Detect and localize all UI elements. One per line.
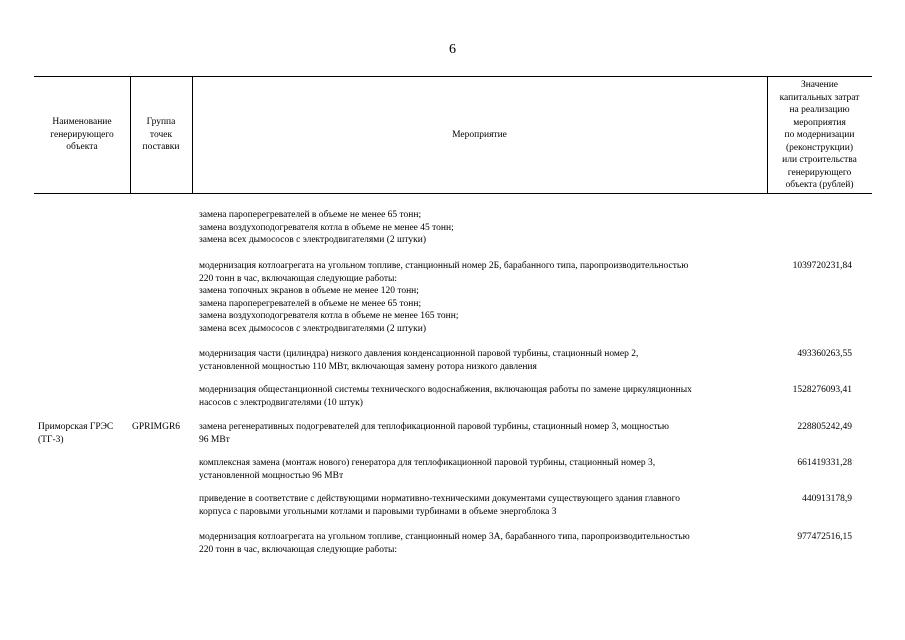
measure-row-1: замена пароперегревателей в объеме не менее 65 тонн; замена воздухоподогревателя котла в объеме не менее 45 тонн; замена всех дымососов с электродвигателями (2 штуки) [199, 210, 454, 245]
cost-value-row-5: 228805242,49 [797, 422, 852, 432]
cost-value-row-6: 661419331,28 [797, 458, 852, 468]
cost-value-row-3: 493360263,55 [797, 349, 852, 359]
measure-row-2: модернизация котлоагрегата на угольном топливе, станционный номер 2Б, барабанного типа, паропроизводительностью 220 тонн в час, включающая следующие работы: замена топочных экранов в объеме не менее 120 тонн; замена пароперегревателей в объеме не менее 65 тонн; замена воздухоподогревателя котла в объеме не менее 165 тонн; замена всех дымососов с электродвигателями (2 штуки) [199, 261, 689, 334]
object-name: Приморская ГРЭС (ТГ-3) [38, 422, 114, 445]
measure-row-4: модернизация общестанционной системы технического водоснабжения, включающая работы по замене циркуляционных насосов с электродвигателями (10 штук) [199, 385, 692, 408]
table-top-border [34, 76, 872, 77]
measure-row-6: комплексная замена (монтаж нового) генератора для теплофикационной паровой турбины, стационный номер 3, установленной мощностью 96 МВт [199, 458, 656, 481]
header-delivery-group: Группа точек поставки [142, 117, 180, 152]
measure-row-7: приведение в соответствие с действующими нормативно-техническими документами существующего здания главного корпуса с паровыми угольными котлами и паровыми турбинами в объеме энергоблока 3 [199, 494, 681, 517]
header-capital-costs: Значение капитальных затрат на реализацию мероприятия по модернизации (реконструкции) или строительства генерирующего объекта (рублей) [779, 80, 860, 190]
cost-value-row-4: 1528276093,41 [792, 385, 852, 395]
delivery-group: GPRIMGR6 [132, 422, 181, 432]
header-measure: Мероприятие [452, 130, 507, 140]
page-number: 6 [449, 42, 456, 57]
measure-row-5: замена регенеративных подогревателей для теплофикационной паровой турбины, стационный номер 3, мощностью 96 МВт [199, 422, 669, 445]
cost-value-row-8: 977472516,15 [797, 532, 852, 542]
measure-row-3: модернизация части (цилиндра) низкого давления конденсационной паровой турбины, стационный номер 2, установленной мощностью 110 МВт, включающая замену ротора низкого давления [199, 349, 639, 372]
header-object-name: Наименование генерирующего объекта [50, 117, 114, 152]
measure-row-8: модернизация котлоагрегата на угольном топливе, станционный номер 3А, барабанного типа, паропроизводительностью 220 тонн в час, включающая следующие работы: [199, 532, 690, 555]
cost-value-row-7: 440913178,9 [802, 494, 852, 504]
table-header-bottom-border [34, 193, 872, 194]
cost-value-row-2: 1039720231,84 [792, 261, 852, 271]
